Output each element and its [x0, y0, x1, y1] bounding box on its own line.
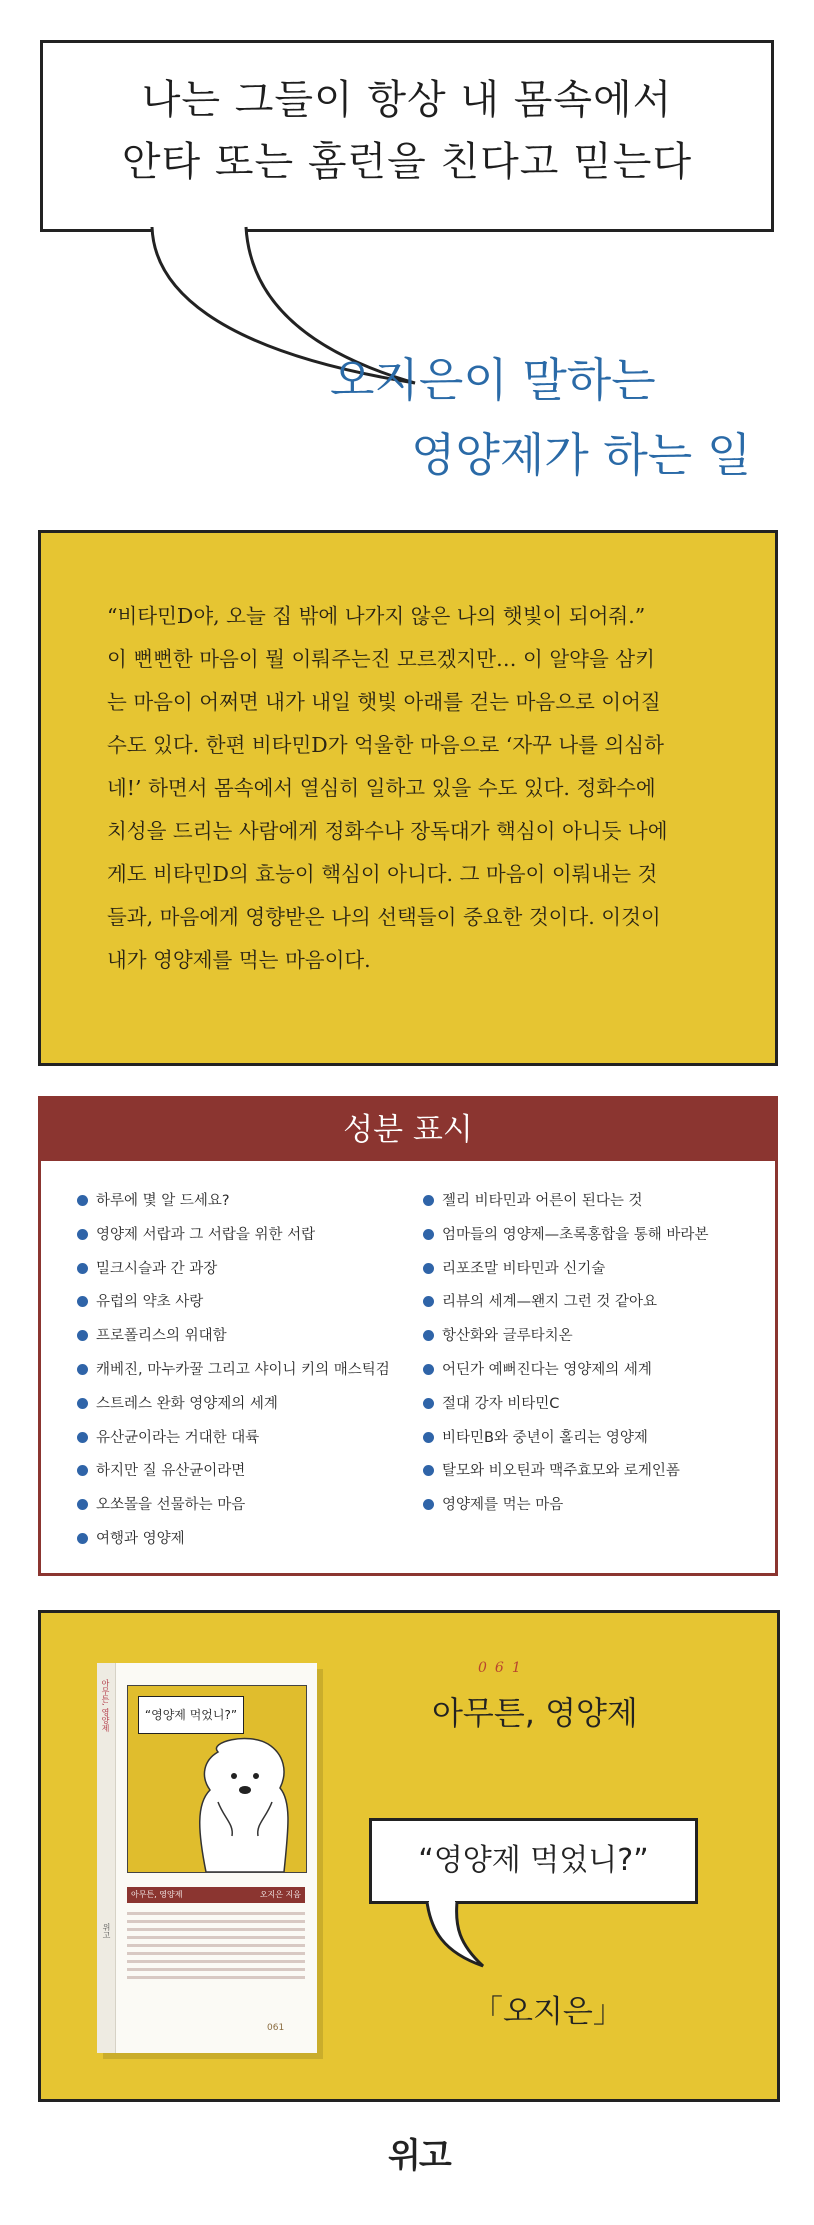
author-name: 「오지은」 [472, 1994, 624, 2030]
dog-illustration-icon [188, 1732, 298, 1872]
quote-line: 네!’ 하면서 몸속에서 열심히 일하고 있을 수도 있다. 정화수에 [107, 776, 656, 800]
cover-speech-bubble: “영양제 먹었니?” [138, 1696, 244, 1734]
bullet-icon [423, 1499, 434, 1510]
quote-line: 는 마음이 어쩌면 내가 내일 햇빛 아래를 걷는 마음으로 이어질 [107, 690, 661, 714]
contents-list-right [423, 1191, 708, 1529]
bullet-icon [423, 1465, 434, 1476]
quote-line: “비타민D야, 오늘 집 밖에 나가지 않은 나의 햇빛이 되어줘.” [107, 604, 646, 628]
headline-line-2: 영양제가 하는 일 [411, 428, 752, 482]
cover-title-bar [127, 1887, 305, 1903]
contents-box [38, 1096, 778, 1576]
bullet-icon [423, 1432, 434, 1443]
bullet-icon [77, 1330, 88, 1341]
list-item: 프로폴리스의 위대함 [77, 1326, 390, 1360]
list-item: 영양제 서랍과 그 서랍을 위한 서랍 [77, 1225, 390, 1259]
list-item: 오쏘몰을 선물하는 마음 [77, 1495, 390, 1529]
cover-text-lines [127, 1907, 305, 1984]
contents-list-left [77, 1191, 390, 1563]
quote-line: 내가 영양제를 먹는 마음이다. [107, 948, 371, 972]
list-item: 영양제를 먹는 마음 [423, 1495, 708, 1529]
bullet-icon [77, 1533, 88, 1544]
bullet-icon [77, 1296, 88, 1307]
spine-publisher: 위고 [102, 1923, 111, 1939]
list-item: 하루에 몇 알 드세요? [77, 1191, 390, 1225]
bullet-icon [77, 1364, 88, 1375]
cover-title: 아무튼, 영양제 [131, 1890, 183, 1899]
bullet-icon [77, 1398, 88, 1409]
list-item: 엄마들의 영양제—초록홍합을 통해 바라본 [423, 1225, 708, 1259]
bullet-icon [423, 1364, 434, 1375]
list-item: 리뷰의 세계—왠지 그런 것 같아요 [423, 1292, 708, 1326]
bullet-icon [77, 1229, 88, 1240]
list-item: 밀크시슬과 간 과장 [77, 1259, 390, 1293]
bullet-icon [423, 1229, 434, 1240]
list-item: 탈모와 비오틴과 맥주효모와 로게인폼 [423, 1461, 708, 1495]
book-cover [97, 1663, 317, 2053]
book-spine [97, 1663, 116, 2053]
headline-line-1: 오지은이 말하는 [330, 353, 656, 407]
bullet-icon [423, 1330, 434, 1341]
bullet-icon [77, 1195, 88, 1206]
book-speech-bubble: “영양제 먹었니?” [369, 1818, 698, 1904]
cover-series-number: 061 [267, 2023, 285, 2033]
list-item: 젤리 비타민과 어른이 된다는 것 [423, 1191, 708, 1225]
list-item: 여행과 영양제 [77, 1529, 390, 1563]
list-item: 비타민B와 중년이 홀리는 영양제 [423, 1428, 708, 1462]
list-item: 항산화와 글루타치온 [423, 1326, 708, 1360]
quote-line: 이 뻔뻔한 마음이 뭘 이뤄주는진 모르겠지만… 이 알약을 삼키 [107, 647, 655, 671]
list-item: 유산균이라는 거대한 대륙 [77, 1428, 390, 1462]
bubble-line-2: 안타 또는 홈런을 친다고 믿는다 [121, 139, 693, 185]
quote-line: 수도 있다. 한편 비타민D가 억울한 마음으로 ‘자꾸 나를 의심하 [107, 733, 664, 757]
list-item: 캐베진, 마누카꿀 그리고 샤이니 키의 매스틱검 [77, 1360, 390, 1394]
bullet-icon [77, 1499, 88, 1510]
cover-author: 오지은 지음 [259, 1890, 301, 1899]
list-item: 하지만 질 유산균이라면 [77, 1461, 390, 1495]
bullet-icon [77, 1432, 88, 1443]
list-item: 리포조말 비타민과 신기술 [423, 1259, 708, 1293]
bullet-icon [77, 1263, 88, 1274]
contents-title: 성분 표시 [41, 1099, 775, 1161]
list-item: 유럽의 약초 사랑 [77, 1292, 390, 1326]
list-item: 절대 강자 비타민C [423, 1394, 708, 1428]
quote-text [107, 595, 715, 982]
list-item: 스트레스 완화 영양제의 세계 [77, 1394, 390, 1428]
bullet-icon [423, 1296, 434, 1307]
small-bubble-tail-icon [425, 1900, 495, 1970]
quote-line: 치성을 드리는 사람에게 정화수나 장독대가 핵심이 아니듯 나에 [107, 819, 668, 843]
bullet-icon [423, 1263, 434, 1274]
bullet-icon [77, 1465, 88, 1476]
bubble-line-1: 나는 그들이 항상 내 몸속에서 [141, 77, 673, 123]
series-title: 아무튼, 영양제 [432, 1694, 638, 1732]
quote-line: 들과, 마음에게 영향받은 나의 선택들이 중요한 것이다. 이것이 [107, 905, 661, 929]
top-speech-bubble [40, 40, 774, 232]
publisher-logo: 위고 [388, 2136, 450, 2176]
bullet-icon [423, 1195, 434, 1206]
list-item: 어딘가 예뻐진다는 영양제의 세계 [423, 1360, 708, 1394]
series-number: 061 [478, 1660, 529, 1676]
cover-illustration [127, 1685, 307, 1873]
quote-box [38, 530, 778, 1066]
bullet-icon [423, 1398, 434, 1409]
quote-line: 게도 비타민D의 효능이 핵심이 아니다. 그 마음이 이뤄내는 것 [107, 862, 658, 886]
spine-title: 아무튼, 영양제 [101, 1679, 110, 1733]
